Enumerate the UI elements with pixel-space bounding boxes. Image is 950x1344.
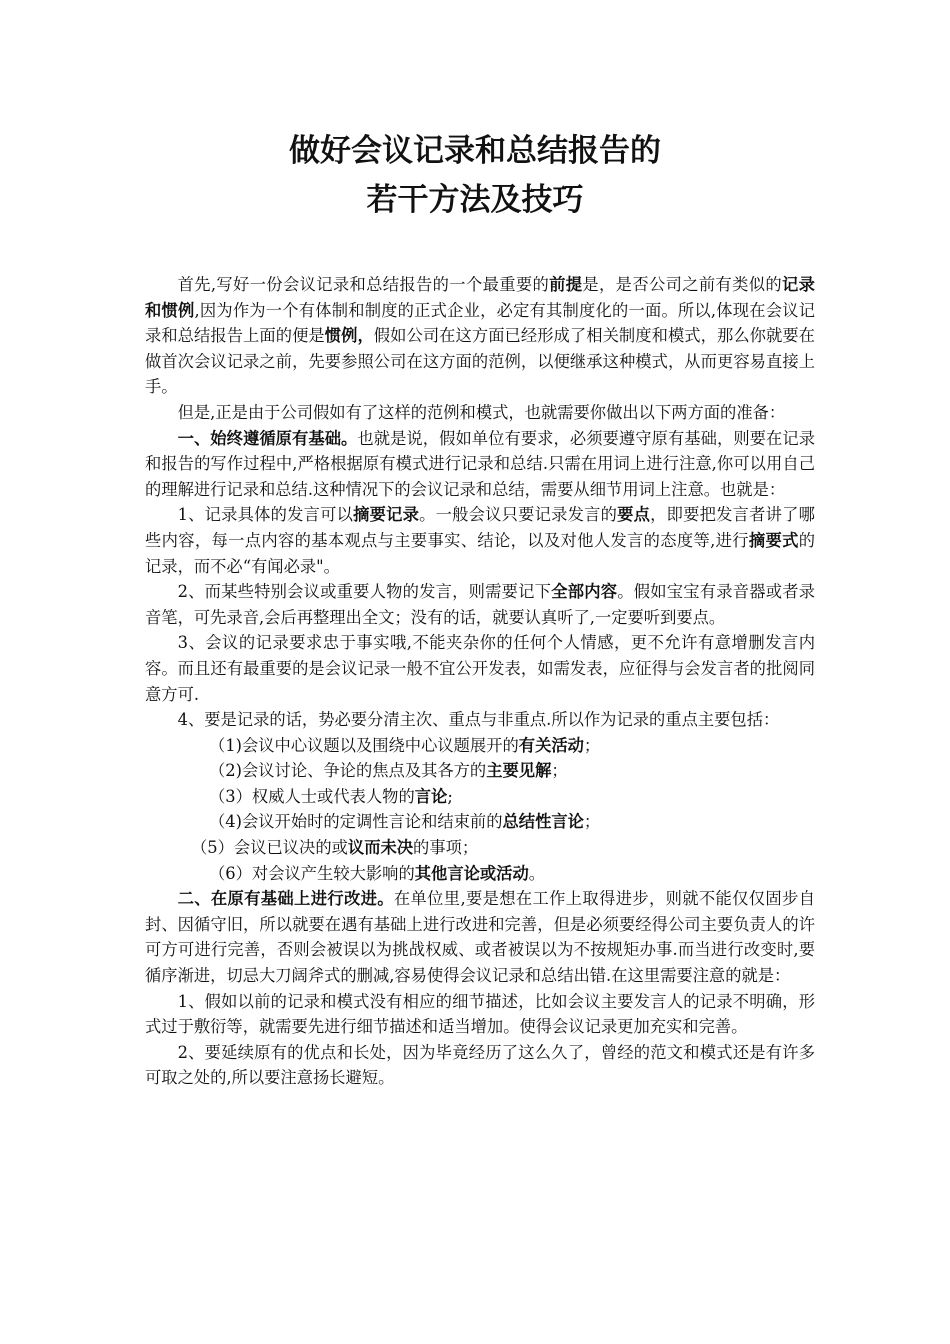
text-run: 也就是说，假如单位有要求，必须要遵守原有基础，则要在记录和报告的写作过程中,严格根据原有模式进行记录和总结.只需在用词上进行注意,你可以用自己的理解进行记录和总结.这种情况下的会议记录和总结，需要从细节用词上注意。也就是： <box>145 428 815 499</box>
bold-text: 记录和惯例 <box>145 275 815 320</box>
bold-text: 二、在原有基础上进行改进。 <box>177 889 394 909</box>
bold-text: 有关活动 <box>518 735 584 755</box>
bold-text: 总结性言论 <box>502 812 584 832</box>
body-paragraph <box>145 426 815 503</box>
body-paragraph <box>145 502 815 579</box>
text-run: （4)会议开始时的定调性言论和结束前的 <box>209 812 503 832</box>
body-paragraph <box>145 1040 815 1091</box>
document-body <box>145 272 815 1091</box>
text-run: 。一般会议只要记录发言的 <box>419 505 618 525</box>
bold-text: 全部内容 <box>551 582 618 602</box>
bold-text: 主要见解 <box>486 761 552 781</box>
text-run: 的事项； <box>413 838 479 858</box>
text-run: 2、而某些特别会议或重要人物的发言，则需要记下 <box>177 582 552 602</box>
list-item-paragraph <box>145 758 815 784</box>
text-run: （1)会议中心议题以及围绕中心议题展开的 <box>209 735 519 755</box>
text-run: 1、假如以前的记录和模式没有相应的细节描述，比如会议主要发言人的记录不明确，形式过于敷衍等，就需要先进行细节描述和适当增加。使得会议记录更加充实和完善。 <box>145 991 815 1037</box>
bold-text: 其他言论或活动 <box>414 863 529 883</box>
text-run: ,因为作为一个有体制和制度的正式企业，必定有其制度化的一面。所以,体现在会议记录和总结报告上面的便是 <box>145 300 815 346</box>
bold-text: 前提 <box>549 275 583 294</box>
list-item-paragraph <box>145 835 815 861</box>
bold-text: 摘要记录 <box>353 505 420 525</box>
body-paragraph <box>145 630 815 707</box>
bold-text: 摘要式 <box>748 530 799 550</box>
text-run: 1、记录具体的发言可以 <box>177 505 354 525</box>
text-run: 4、要是记录的话，势必要分清主次、重点与非重点.所以作为记录的重点主要包括： <box>177 710 780 730</box>
text-run: （6）对会议产生较大影响的 <box>209 863 415 883</box>
list-item-paragraph <box>145 733 815 759</box>
bold-text: 一、始终遵循原有基础。 <box>177 428 358 448</box>
body-paragraph <box>145 272 815 400</box>
body-paragraph <box>145 579 815 630</box>
list-item-paragraph <box>145 784 815 810</box>
text-run: 的记录，而不必“有闻必录"。 <box>145 530 815 576</box>
text-run: 是，是否公司之前有类似的 <box>582 275 783 294</box>
text-run: 3、会议的记录要求忠于事实哦,不能夹杂你的任何个人情感，更不允许有意增删发言内容。而且还有最重要的是会议记录一般不宜公开发表，如需发表，应征得与会发言者的批阅同意方可. <box>145 633 815 704</box>
body-paragraph <box>145 886 815 988</box>
text-run: 假如公司在这方面已经形成了相关制度和模式，那么你就要在做首次会议记录之前，先要参照公司在这方面的范例，以便继承这种模式，从而更容易直接上手。 <box>145 326 815 397</box>
document-title-line-2: 若干方法及技巧 <box>366 182 584 218</box>
text-run: （3）权威人士或代表人物的 <box>209 786 415 806</box>
text-run: ; <box>447 786 453 806</box>
bold-text: 要点 <box>617 505 651 525</box>
text-run: 但是,正是由于公司假如有了这样的范例和模式，也就需要你做出以下两方面的准备： <box>177 402 786 422</box>
text-run: ； <box>583 812 601 832</box>
document-title-line-1: 做好会议记录和总结报告的 <box>289 133 661 169</box>
bold-text: 言论 <box>414 786 448 806</box>
list-item-paragraph <box>145 809 815 835</box>
text-run: 首先,写好一份会议记录和总结报告的一个最重要的 <box>177 275 550 294</box>
text-run: ； <box>583 735 601 755</box>
text-run: ； <box>551 761 568 781</box>
text-run: ，即要把发言者讲了哪些内容，每一点内容的基本观点与主要事实、结论，以及对他人发言的态度等,进行 <box>145 505 815 550</box>
text-run: （2)会议讨论、争论的焦点及其各方的 <box>209 761 487 781</box>
text-run: 在单位里,要是想在工作上取得进步，则就不能仅仅固步自封、因循守旧，所以就要在遇有基础上进行改进和完善，但是必须要经得公司主要负责人的许可方可进行完善，否则会被误以为挑战权威、或者被误以为不按规矩办事.而当进行改变时,要循序渐进，切忌大刀阔斧式的删减,容易使得会议记录和总结出错.在这里需要注意的就是： <box>145 889 815 986</box>
text-run: （5）会议已议决的或 <box>191 838 348 858</box>
bold-text: 惯例， <box>324 326 374 346</box>
list-item-paragraph <box>145 861 815 887</box>
body-paragraph <box>145 989 815 1040</box>
text-run: 。假如宝宝有录音器或者录音笔，可先录音,会后再整理出全文；没有的话，就要认真听了,一定要听到要点。 <box>145 582 815 627</box>
text-run: 2、要延续原有的优点和长处，因为毕竟经历了这么久了，曾经的范文和模式还是有许多可取之处的,所以要注意扬长避短。 <box>145 1042 815 1088</box>
body-paragraph <box>145 400 815 426</box>
body-paragraph <box>145 707 815 733</box>
bold-text: 议而未决 <box>347 838 414 858</box>
text-run: 。 <box>528 863 546 883</box>
